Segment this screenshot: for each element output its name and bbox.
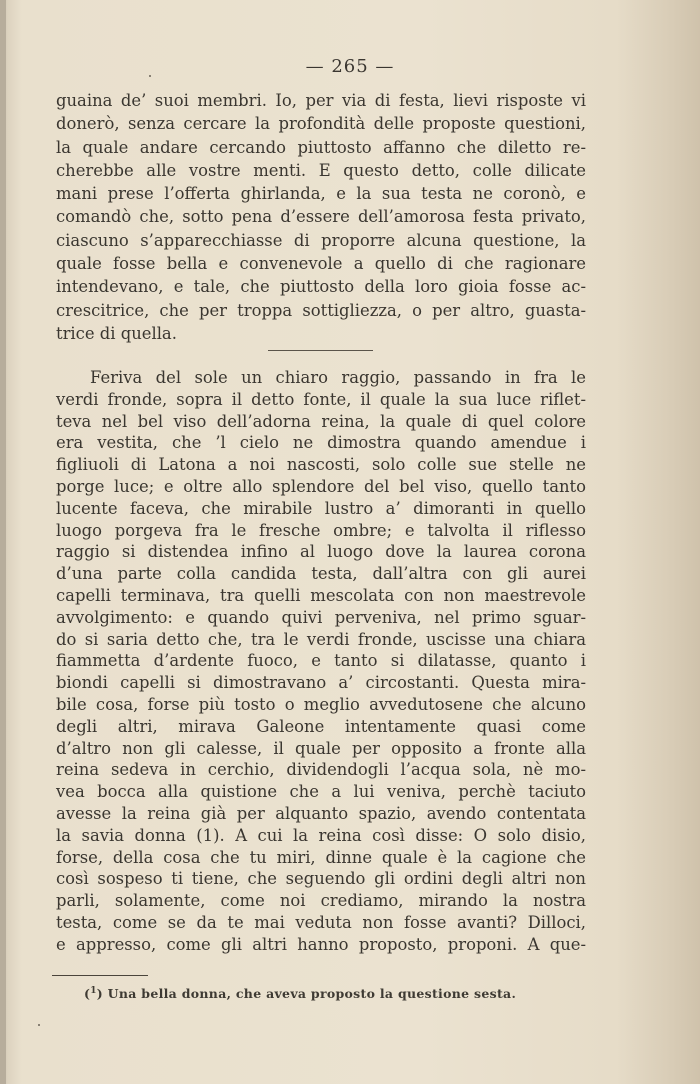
text-line: fiammetta d’ardente fuoco, e tanto si dilatasse, quanto i [56, 651, 586, 671]
footnote-text: Una bella donna, che aveva proposto la questione sesta. [107, 986, 517, 1002]
text-line: donerò, senza cercare la profondità delle proposte questioni, [56, 114, 586, 134]
text-line: porge luce; e oltre allo splendore del bel viso, quello tanto [56, 476, 586, 496]
text-line: verdi fronde, sopra il detto fonte, il quale la sua luce riflet- [56, 389, 586, 409]
text-line: ciascuno s’apparecchiasse di proporre alcuna questione, la [56, 230, 586, 250]
text-line: capelli terminava, tra quelli mescolata con non maestrevole [56, 585, 586, 605]
text-line: intendevano, e tale, che piuttosto della loro gioia fosse ac- [56, 277, 586, 297]
footnote-divider [52, 975, 148, 976]
text-line: lucente faceva, che mirabile lustro a’ dimoranti in quello [56, 498, 586, 518]
paragraph-1 [56, 89, 586, 345]
text-line: biondi capelli si dimostravano a’ circostanti. Questa mira- [56, 673, 586, 693]
text-line: do si saria detto che, tra le verdi fronde, uscisse una chiara [56, 629, 586, 649]
text-line: trice di quella. [56, 323, 177, 343]
section-divider [268, 350, 373, 351]
text-line: così sospeso ti tiene, che seguendo gli ordini degli altri non [56, 869, 586, 889]
footnote-marker: 1 [90, 986, 97, 996]
text-line: la quale andare cercando piuttosto affanno che diletto re- [56, 137, 586, 157]
text-line: raggio si distendea infino al luogo dove la laurea corona [56, 542, 586, 562]
text-line: vea bocca alla quistione che a lui veniva, perchè taciuto [56, 782, 586, 802]
text-line: e appresso, come gli altri hanno proposto, proponi. A que- [56, 934, 586, 954]
text-line: reina sedeva in cerchio, dividendogli l’acqua sola, nè mo- [56, 760, 586, 780]
text-line: figliuoli di Latona a noi nascosti, solo colle sue stelle ne [56, 455, 586, 475]
text-line: teva nel bel viso dell’adorna reina, la quale di quel colore [56, 411, 586, 431]
text-line: Feriva del sole un chiaro raggio, passando in fra le [90, 368, 586, 387]
text-line: mani prese l’offerta ghirlanda, e la sua testa ne coronò, e [56, 184, 586, 204]
text-line: avesse la reina già per alquanto spazio, avendo contentata [56, 803, 586, 823]
paragraph-2 [56, 367, 586, 956]
text-line: guaina de’ suoi membri. Io, per via di festa, lievi risposte vi [56, 91, 586, 110]
text-line: la savia donna (1). A cui la reina così disse: O solo disio, [56, 825, 586, 845]
text-line: d’altro non gli calesse, il quale per opposito a fronte alla [56, 738, 586, 758]
text-line: cherebbe alle vostre menti. E questo detto, colle dilicate [56, 160, 586, 180]
text-line: bile cosa, forse più tosto o meglio avvedutosene che alcuno [56, 694, 586, 714]
text-line: crescitrice, che per troppa sottigliezza, o per altro, guasta- [56, 300, 586, 320]
page-number: — 265 — [305, 56, 395, 77]
text-line: avvolgimento: e quando quivi perveniva, nel primo sguar- [56, 607, 586, 627]
text-line: quale fosse bella e convenevole a quello di che ragionare [56, 254, 586, 274]
text-line: comandò che, sotto pena d’essere dell’amorosa festa privato, [56, 207, 586, 227]
ink-speck [38, 1024, 40, 1026]
page-gutter-shadow [0, 0, 6, 1084]
text-line: era vestita, che ’l cielo ne dimostra quando amendue i [56, 433, 586, 453]
text-line: testa, come se da te mai veduta non fosse avanti? Dilloci, [56, 912, 586, 932]
footnote: ($^1$) Una bella donna, che aveva proposto la questione sesta. [84, 986, 517, 1002]
text-line: degli altri, mirava Galeone intentamente quasi come [56, 716, 586, 736]
text-line: luogo porgeva fra le fresche ombre; e talvolta il riflesso [56, 520, 586, 540]
text-line: d’una parte colla candida testa, dall’altra con gli aurei [56, 564, 586, 584]
ink-speck [149, 75, 151, 77]
text-line: parli, solamente, come noi crediamo, mirando la nostra [56, 891, 586, 911]
text-line: forse, della cosa che tu miri, dinne quale è la cagione che [56, 847, 586, 867]
